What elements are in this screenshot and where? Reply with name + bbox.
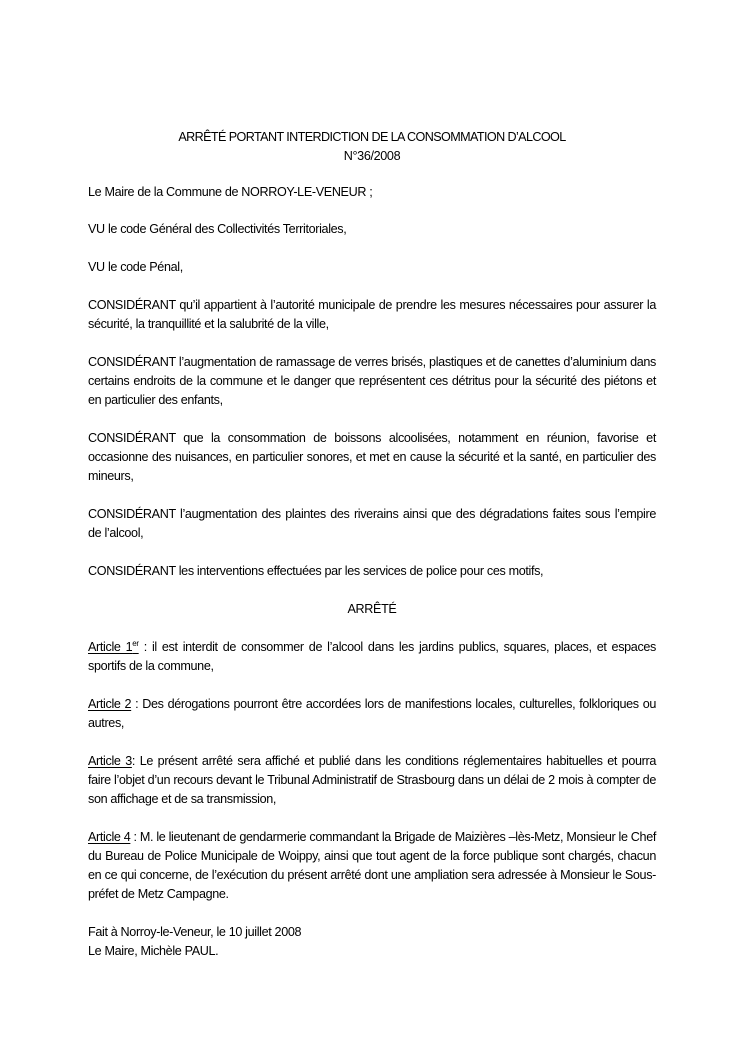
article-1 — [88, 638, 656, 676]
considerant-clause-5: CONSIDÉRANT les interventions effectuées par les services de police pour ces motifs, — [88, 564, 544, 578]
article-1-label: Article 1er — [88, 639, 139, 654]
article-4-separator: : — [130, 830, 140, 844]
article-4-text: M. le lieutenant de gendarmerie commandant la Brigade de Maizières –lès-Metz, Monsieur le Chef du Bureau de Police Municipale de Woippy, ainsi que tout agent de la force publique sont chargés, chacun en ce qui concerne, de l’exécution du présent arrêté dont une ampliation sera adressée à Monsieur le Sous-préfet de Metz Campagne. — [88, 830, 657, 901]
article-4 — [88, 828, 656, 904]
signed-place-date: Fait à Norroy-le-Veneur, le 10 juillet 2008 — [88, 925, 302, 939]
article-2-label: Article 2 — [88, 697, 132, 711]
article-3-label: Article 3 — [88, 754, 132, 768]
article-1-text: il est interdit de consommer de l’alcool dans les jardins publics, squares, places, et espaces sportifs de la commune, — [88, 640, 657, 673]
article-1-superscript: er — [132, 639, 139, 648]
article-4-label: Article 4 — [88, 830, 131, 844]
vu-clause-1: VU le code Général des Collectivités Territoriales, — [88, 222, 347, 236]
article-2-separator: : — [131, 697, 143, 711]
article-3-separator: : — [131, 754, 140, 768]
considerant-clause-3: CONSIDÉRANT que la consommation de boissons alcoolisées, notamment en réunion, favorise et occasionne des nuisances, en particulier sonores, et met en cause la sécurité et la santé, en particulier des mineurs, — [88, 431, 656, 483]
article-2 — [88, 695, 656, 733]
article-3 — [88, 752, 656, 809]
article-3-text: Le présent arrêté sera affiché et publié dans les conditions réglementaires habituelles et pourra faire l’objet d’un recours devant le Tribunal Administratif de Strasbourg dans un délai de 2 mois à compter de son affichage et de sa transmission, — [88, 754, 656, 806]
decree-number: N°36/2008 — [343, 149, 401, 163]
decision-heading: ARRÊTÉ — [347, 602, 397, 616]
vu-clause-2: VU le code Pénal, — [88, 260, 183, 274]
article-2-text: Des dérogations pourront être accordées lors de manifestions locales, culturelles, folkloriques ou autres, — [88, 697, 657, 730]
considerant-clause-4: CONSIDÉRANT l’augmentation des plaintes des riverains ainsi que des dégradations faites sous l’empire de l’alcool, — [88, 507, 656, 540]
document-title: ARRÊTÉ PORTANT INTERDICTION DE LA CONSOMMATION D’ALCOOL — [178, 130, 566, 144]
considerant-clause-1: CONSIDÉRANT qu’il appartient à l’autorité municipale de prendre les mesures nécessaires pour assurer la sécurité, la tranquillité et la salubrité de la ville, — [88, 298, 656, 331]
preamble: Le Maire de la Commune de NORROY-LE-VENEUR ; — [88, 185, 373, 199]
considerant-clause-2: CONSIDÉRANT l’augmentation de ramassage de verres brisés, plastiques et de canettes d’aluminium dans certains endroits de la commune et le danger que représentent ces détritus pour la sécurité des piétons et en particulier des enfants, — [88, 355, 656, 407]
signatory: Le Maire, Michèle PAUL. — [88, 944, 219, 958]
document-body — [88, 128, 656, 961]
article-1-separator: : — [138, 640, 152, 654]
